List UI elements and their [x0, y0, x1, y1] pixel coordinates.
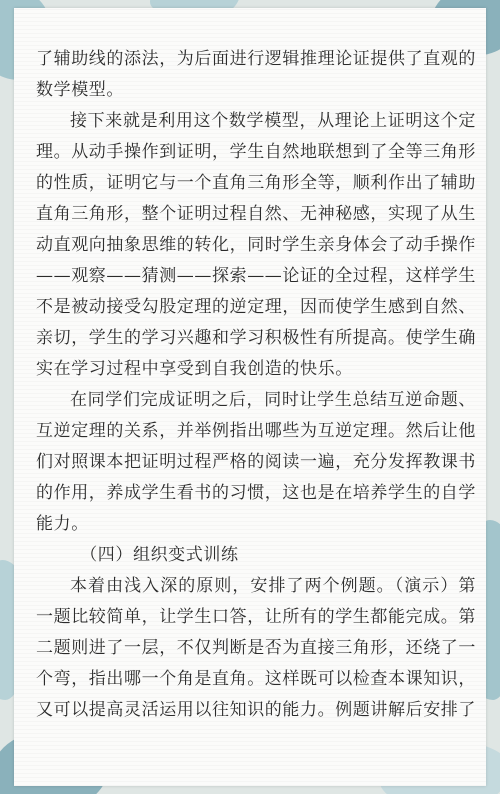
paragraph-inverse-theorem: 在同学们完成证明之后，同时让学生总结互逆命题、互逆定理的关系，并举例指出哪些为互逆定理。然后让他们对照课本把证明过程严格的阅读一遍，充分发挥教课书的作用，养成学生看书的习惯，这也是在培养学生的自学能力。 [36, 390, 476, 534]
section-heading: （四）组织变式训练 [80, 545, 239, 565]
document-body [36, 44, 476, 726]
paragraph-continuation: 了辅助线的添法，为后面进行逻辑推理论证提供了直观的数学模型。 [36, 49, 476, 100]
document-page [14, 8, 486, 786]
paragraph-exercises: 本着由浅入深的原则，安排了两个例题。（演示）第一题比较简单，让学生口答，让所有的学生都能完成。第二题则进了一层，不仅判断是否为直接三角形，还绕了一个弯，指出哪一个角是直角。这样既可以检查本课知识，又可以提高灵活运用以往知识的能力。例题讲解后安排了 [36, 576, 476, 720]
paragraph-proof-process: 接下来就是利用这个数学模型，从理论上证明这个定理。从动手操作到证明，学生自然地联想到了全等三角形的性质，证明它与一个直角三角形全等，顺利作出了辅助直角三角形，整个证明过程自然、无神秘感，实现了从生动直观向抽象思维的转化，同时学生亲身体会了动手操作——观察——猜测——探索——论证的全过程，这样学生不是被动接受勾股定理的逆定理，因而使学生感到自然、亲切，学生的学习兴趣和学习积极性有所提高。使学生确实在学习过程中享受到自我创造的快乐。 [36, 111, 476, 379]
